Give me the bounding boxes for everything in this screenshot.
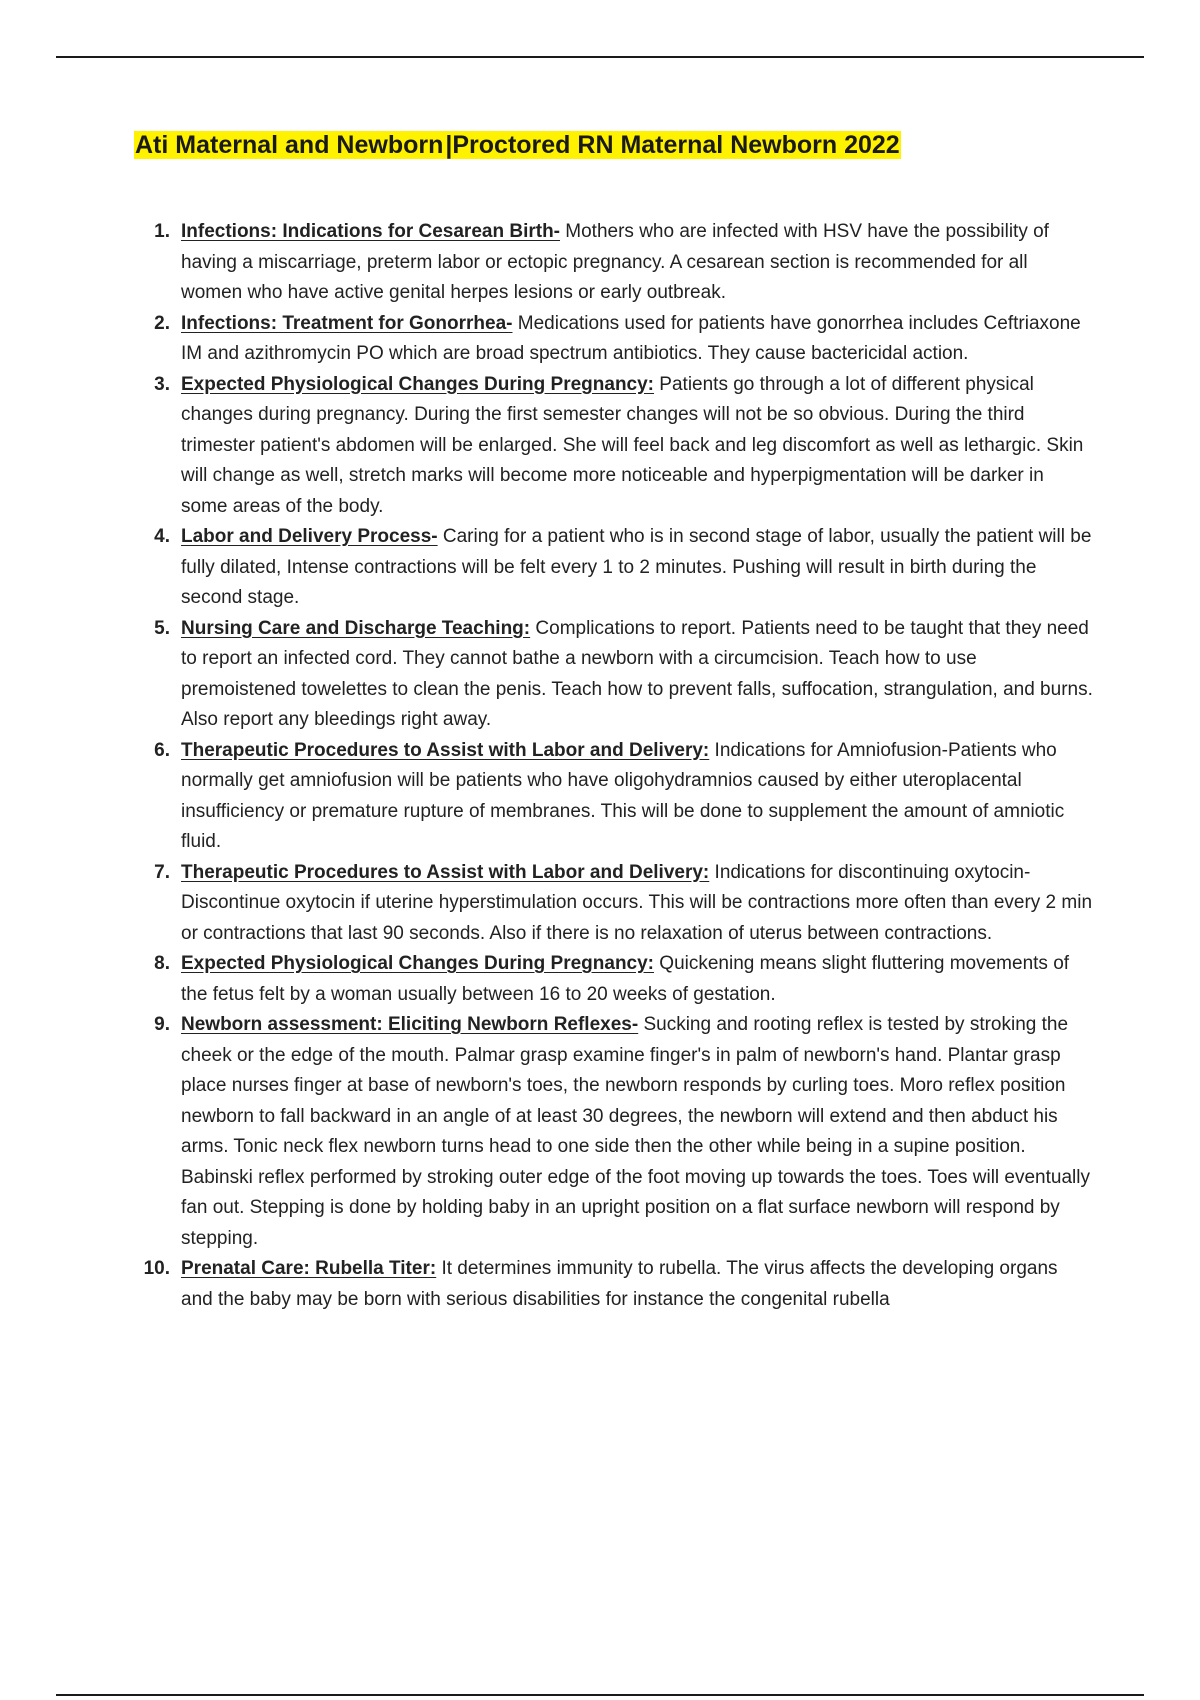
document-title: [134, 126, 901, 164]
item-number: 2.: [154, 312, 170, 334]
item-heading: Labor and Delivery Process-: [181, 526, 438, 547]
list-item: [134, 858, 1094, 950]
list-item: [134, 522, 1094, 614]
title-sub: |Proctored RN Maternal Newborn 2022: [445, 131, 900, 159]
item-heading: Prenatal Care: Rubella Titer:: [181, 1258, 437, 1279]
item-body: Indications for Amniofusion-Patients who normally get amniofusion will be patients who have oligohydramnios caused by either uteroplacental insufficiency or premature rupture of membranes. This will be done to supplement the amount of amniotic fluid.: [181, 739, 1065, 852]
item-number: 8.: [154, 953, 170, 974]
item-number: 6.: [154, 739, 170, 761]
list-item: [134, 370, 1094, 523]
top-divider: [56, 56, 1144, 58]
list-item: [134, 1254, 1094, 1315]
item-body: Quickening means slight fluttering movements of the fetus felt by a woman usually between 16 to 20 weeks of gestation.: [181, 953, 1070, 1005]
item-heading: Expected Physiological Changes During Pregnancy:: [181, 373, 655, 395]
item-body: Patients go through a lot of different physical changes during pregnancy. During the first semester changes will not be so obvious. During the third trimester patient's abdomen will be enlarged. She will feel back and leg discomfort as well as lethargic. Skin will change as well, stretch marks will become more noticeable and hyperpigmentation will be darker in some areas of the body.: [181, 373, 1084, 517]
item-number: 9.: [154, 1014, 170, 1035]
item-heading: Infections: Treatment for Gonorrhea-: [181, 312, 513, 334]
item-body: Sucking and rooting reflex is tested by stroking the cheek or the edge of the mouth. Palmar grasp examine finger's in palm of newborn's hand. Plantar grasp place nurses finger at base of newborn's toes, the newborn responds by curling toes. Moro reflex position newborn to fall backward in an angle of at least 30 degrees, the newborn will extend and then abduct his arms. Tonic neck flex newborn turns head to one side then the other while being in a supine position. Babinski reflex performed by stroking outer edge of the foot moving up towards the toes. Toes will eventually fan out. Stepping is done by holding baby in an upright position on a flat surface newborn will respond by stepping.: [181, 1014, 1090, 1249]
item-number: 1.: [154, 221, 170, 242]
item-number: 10.: [143, 1258, 170, 1279]
list-item: [134, 736, 1094, 858]
list-item: [134, 217, 1094, 309]
item-heading: Therapeutic Procedures to Assist with Labor and Delivery:: [181, 861, 710, 883]
item-number: 7.: [154, 861, 170, 883]
list-item: [134, 614, 1094, 736]
item-number: 5.: [154, 617, 170, 639]
item-body: Indications for discontinuing oxytocin-Discontinue oxytocin if uterine hyperstimulation occurs. This will be contractions more often than every 2 min or contractions that last 90 seconds. Also if there is no relaxation of uterus between contractions.: [181, 861, 1093, 944]
bottom-divider: [56, 1694, 1144, 1696]
list-item: [134, 309, 1094, 370]
item-heading: Expected Physiological Changes During Pregnancy:: [181, 953, 655, 974]
item-heading: Newborn assessment: Eliciting Newborn Reflexes-: [181, 1014, 639, 1035]
item-number: 4.: [154, 526, 170, 547]
title-main: Ati Maternal and Newborn: [135, 131, 444, 159]
item-body: Complications to report. Patients need to be taught that they need to report an infected cord. They cannot bathe a newborn with a circumcision. Teach how to use premoistened towelettes to clean the penis. Teach how to prevent falls, suffocation, strangulation, and burns. Also report any bleedings right away.: [181, 617, 1093, 730]
list-item: [134, 949, 1094, 1010]
item-body: Mothers who are infected with HSV have the possibility of having a miscarriage, preterm labor or ectopic pregnancy. A cesarean section is recommended for all women who have active genital herpes lesions or early outbreak.: [181, 221, 1049, 303]
item-body: It determines immunity to rubella. The virus affects the developing organs and the baby may be born with serious disabilities for instance the congenital rubella: [181, 1258, 1058, 1310]
item-body: Medications used for patients have gonorrhea includes Ceftriaxone IM and azithromycin PO which are broad spectrum antibiotics. They cause bactericidal action.: [181, 312, 1081, 364]
notes-list: [134, 217, 1094, 1315]
list-item: [134, 1010, 1094, 1254]
item-heading: Infections: Indications for Cesarean Birth-: [181, 221, 560, 242]
item-heading: Nursing Care and Discharge Teaching:: [181, 617, 531, 639]
item-number: 3.: [154, 373, 170, 395]
item-body: Caring for a patient who is in second stage of labor, usually the patient will be fully dilated, Intense contractions will be felt every 1 to 2 minutes. Pushing will result in birth during the second stage.: [181, 526, 1092, 608]
item-heading: Therapeutic Procedures to Assist with Labor and Delivery:: [181, 739, 710, 761]
